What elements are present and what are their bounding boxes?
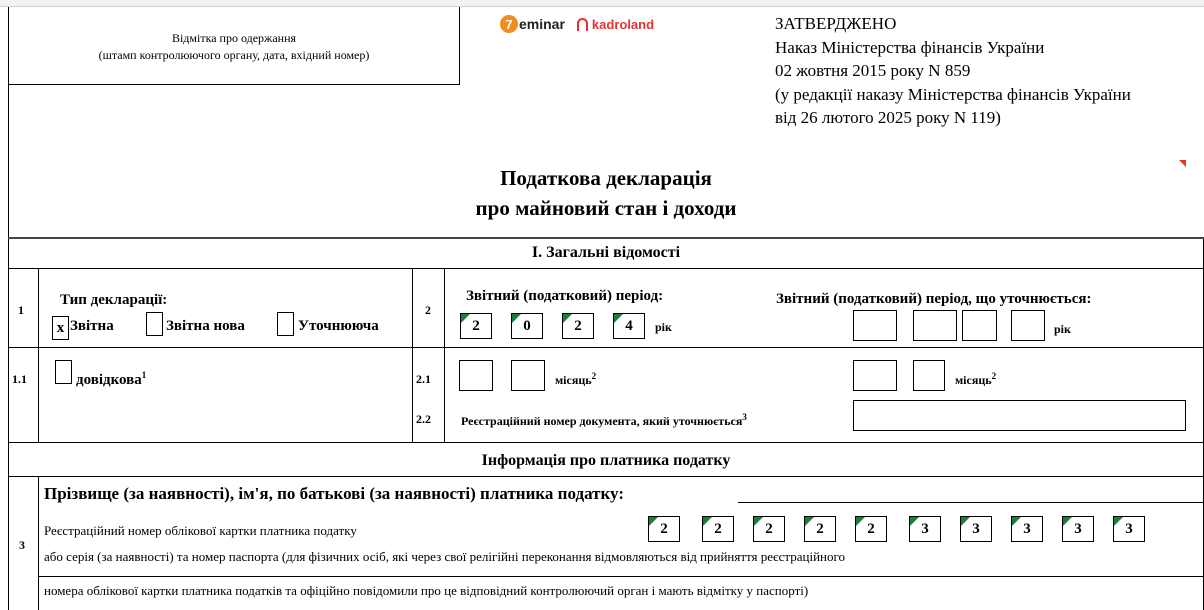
approval-line4: від 26 лютого 2025 року N 119) — [775, 108, 1001, 127]
row22-label — [461, 412, 747, 429]
approval-line2: 02 жовтня 2015 року N 859 — [775, 61, 971, 80]
row22-footnote: 3 — [742, 412, 747, 422]
row1-num: 1 — [18, 303, 24, 317]
clarified-month-label-text: місяць — [955, 373, 992, 387]
month-label — [555, 371, 596, 388]
clarified-year-digit-1[interactable] — [853, 310, 897, 341]
reg-digit-7[interactable]: 3 — [960, 516, 992, 542]
clarified-year-digit-4[interactable] — [1011, 310, 1045, 341]
year-suffix: рік — [655, 320, 672, 334]
stamp-box — [9, 7, 460, 85]
reg-digit-5[interactable]: 2 — [855, 516, 887, 542]
rule-row2-bottom — [8, 442, 1204, 443]
rule-section1-bottom — [8, 268, 1204, 269]
row2-num: 2 — [425, 303, 431, 317]
clarified-doc-number-input[interactable] — [853, 400, 1186, 431]
kadroland-logo-icon — [577, 18, 588, 31]
clarified-month-digit-2[interactable] — [913, 360, 945, 391]
doc-title-line1: Податкова декларація — [500, 166, 712, 190]
month-digit-2[interactable] — [511, 360, 545, 391]
taxpayer-name-label: Прізвище (за наявності), ім'я, по батькові (за наявності) платника податку: — [44, 484, 624, 503]
decl-type-checkbox-new[interactable] — [146, 312, 163, 336]
col-sep-1 — [38, 268, 39, 442]
taxpayer-section-title: Інформація про платника податку — [481, 452, 731, 469]
section1-title: І. Загальні відомості — [531, 244, 681, 261]
row11-num: 1.1 — [12, 372, 27, 386]
rule-taxpayer-bottom — [8, 476, 1204, 477]
seminar-logo-text: eminar — [519, 16, 565, 32]
decl-type-label-zvitna: Звітна — [70, 318, 114, 334]
rule-section1-top — [8, 237, 1204, 239]
reg-digit-10[interactable]: 3 — [1113, 516, 1145, 542]
reference-checkbox[interactable] — [55, 360, 72, 384]
reg-digit-2[interactable]: 2 — [702, 516, 734, 542]
clarified-year-digit-2[interactable] — [913, 310, 957, 341]
month-footnote: 2 — [591, 371, 597, 381]
decl-type-checkbox-zvitna[interactable]: х — [52, 316, 69, 340]
reference-label — [76, 370, 146, 389]
col-sep-row3 — [38, 476, 39, 610]
reg-digit-6[interactable]: 3 — [909, 516, 941, 542]
year-digit-4[interactable]: 4 — [613, 313, 645, 339]
doc-title — [9, 163, 1203, 223]
clarified-month-label — [955, 371, 996, 388]
year-digit-3[interactable]: 2 — [562, 313, 594, 339]
decl-type-checkbox-clarifying[interactable] — [277, 312, 294, 336]
clarified-year-suffix: рік — [1054, 322, 1071, 336]
row1-label: Тип декларації: — [60, 292, 168, 308]
approval-title: ЗАТВЕРДЖЕНО — [775, 14, 897, 33]
clarified-period-label: Звітний (податковий) період, що уточнюється: — [776, 291, 1092, 307]
passport-note-line1: або серія (за наявності) та номер паспорта (для фізичних осіб, які через свої релігійні переконання відмовляються від прийняття реєстраційного — [44, 549, 846, 564]
logos — [500, 14, 654, 34]
reg-digit-1[interactable]: 2 — [648, 516, 680, 542]
row3-num: 3 — [19, 538, 25, 552]
reg-digit-8[interactable]: 3 — [1011, 516, 1043, 542]
kadroland-logo-text: kadroland — [591, 16, 655, 32]
month-digit-1[interactable] — [459, 360, 493, 391]
reg-digit-4[interactable]: 2 — [804, 516, 836, 542]
reg-digit-3[interactable]: 2 — [753, 516, 785, 542]
decl-type-label-new: Звітна нова — [166, 318, 245, 334]
approval-line3: (у редакції наказу Міністерства фінансів України — [775, 84, 1131, 104]
frame-left — [8, 7, 9, 610]
row22-label-text: Реєстраційний номер документа, який уточнюється — [461, 414, 743, 428]
passport-note-line2: номера облікової картки платника податків та офіційно повідомили про це відповідний контролюючий орган і мають відмітку у паспорті) — [44, 583, 809, 598]
seminar-logo-icon: 7 — [500, 15, 518, 33]
reference-label-text: довідкова — [76, 372, 142, 388]
reference-footnote: 1 — [141, 370, 147, 380]
decl-type-label-clarifying: Уточнююча — [298, 318, 379, 334]
rule-row3-inner — [38, 576, 1204, 577]
reg-number-label: Реєстраційний номер облікової картки платника податку — [44, 523, 357, 538]
sheet-ruler — [0, 0, 1204, 7]
col-sep-3 — [444, 268, 445, 442]
rule-row1-bottom — [8, 347, 1204, 348]
month-label-text: місяць — [555, 373, 592, 387]
row22-num: 2.2 — [416, 412, 431, 426]
approval-block — [775, 12, 1131, 130]
row21-num: 2.1 — [416, 372, 431, 386]
year-digit-1[interactable]: 2 — [460, 313, 492, 339]
approval-line1: Наказ Міністерства фінансів України — [775, 37, 1045, 57]
row2-label: Звітний (податковий) період: — [466, 288, 664, 304]
clarified-month-footnote: 2 — [991, 371, 997, 381]
taxpayer-name-input-line[interactable] — [738, 502, 1203, 503]
clarified-month-digit-1[interactable] — [853, 360, 897, 391]
clarified-year-digit-3[interactable] — [962, 310, 997, 341]
col-sep-2 — [412, 268, 413, 442]
doc-title-line2: про майновий стан і доходи — [475, 196, 737, 220]
stamp-line1: Відмітка про одержання — [171, 31, 297, 45]
stamp-line2: (штамп контролюючого органу, дата, вхідний номер) — [98, 48, 370, 62]
year-digit-2[interactable]: 0 — [511, 313, 543, 339]
reg-digit-9[interactable]: 3 — [1062, 516, 1094, 542]
